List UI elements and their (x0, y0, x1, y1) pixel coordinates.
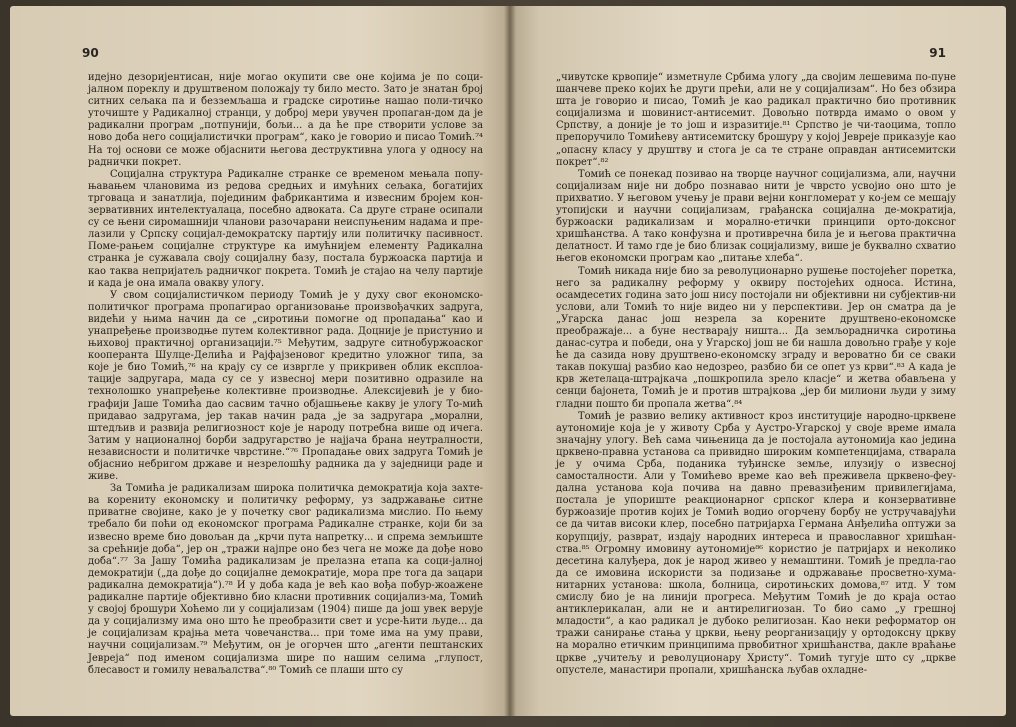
paragraph: Томић се понекад позивао на творце научног социјализма, али, научни социјализам није ни добро познавао нити је чврсто усвојио оно што је прихватио. У његовом учењу је прави вејни конгломерат у ко-јем се мешају утопијски и научни социјализам, грађанска социјална де-мократија, буржоаски радикализам и морално-етички принципи орто-доксног хришћанства. А тако конфузна и противречна била је и његова практична делатност. И тамо где је био близак социјализму, више је буквално схватио његов економски програм као „питање хлеба“. (556, 168, 956, 265)
page-number: 91 (929, 46, 946, 60)
page-text (88, 72, 483, 677)
paragraph: идејно дезоријентисан, није могао окупити све оне којима је по соци-јалном пореклу и друштвеном положају ту било место. Зато је знатан број ситних сељака па и безземљаша и градске сиротиње нашао поли-тичко уточиште у Радикалној странци, у доброј мери увучен пропаган-дом да је радикални програм „потпунији, бољи... а да ће пре створити услове за ново доба него социјалистички програм“, како је говорио и писао Томић.⁷⁴ На тој основи се може објаснити његова деструктивна улога у односу на раднички покрет. (88, 72, 483, 168)
book-gutter (504, 6, 516, 716)
paragraph: Социјална структура Радикалне странке се временом мењала попу-њавањем члановима из редова средњих и имућних сељака, богатијих трговаца и занатлија, појединим фабрикантима и извесним бројем кон-зервативних интелектуалаца, посебно адвоката. Са друге стране осипали су се њени сиромашнији чланови разочарани неиспуњеним надама и пре-лазили у Српску социјал-демократску партију или политичку пасивност. Поме-рањем социјалне структуре ка имућнијем елементу Радикална странка је сужавала своју социјалну базу, постала буржоаска партија и као таква непријатељ радничког покрета. Томић је стајао на челу партије и када је она имала овакву улогу. (88, 168, 483, 289)
paragraph: Томић никада није био за револуционарно рушење постојећег поретка, него за радикалну реформу у оквиру постојећих односа. Истина, осамдесетих година зато још нису постојали ни објективни ни субјектив-ни услови, али Томић то није видео ни у перспективи. Јер он сматра да је „Угарска данас још незрела за корените друштвено-економске преображаје... а буне нестварају ништа... Да земљорадничка сиротиња данас-сутра и победи, она у Угарској још не би нашла довољно грађе у које ће да сазида нову друштвено-економску зграду и вероватно би се сваки такав покушај разбио као недозрео, разбио би се опет уз крви“.⁸³ А када је крв жетелаца-штрајкача „пошкропила зрело класје“ и жетва обављена у сенци бајонета, Томић је и против штрајкова „јер би милиони људи у зиму гладни пошто би пропала жетва“.⁸⁴ (556, 265, 956, 410)
right-page (510, 6, 1006, 716)
paragraph: Томић је развио велику активност кроз институције народно-црквене аутономије која је у животу Срба у Аустро-Угарској у своје време имала значајну улогу. Већ сама чињеница да је постојала аутономија као једина црквено-правна установа са привидно широким компетенцијама, стварала је у очима Срба, поданика туђинске земље, илузију о извесној самосталности. Али у Томићево време као већ преживела црквено-феу-дална установа која почива на давно превазиђеним привилегијама, постала је упориште реакционарног српског клера и конзервативне буржоазије против којих је Томић водио огорчену борбу не устручавајући се да читав високи клер, посебно патријарха Германа Анђелића оптужи за корупцију, разврат, издају народних интереса и православног хришћан-ства.⁸⁵ Огромну имовину аутономије⁸⁶ користио је патријарх и неколико десетина калуђера, док је народ живео у немаштини. Томић је предла-гао да се имовина искористи за подизање и одржавање просветно-хума-нитарних установа: школа, болница, сиротињских домова,⁸⁷ итд. У том смислу био је на линији прогреса. Међутим Томић је до краја остао антиклерикалан, али не и антирелигиозан. То био само „у грешној младости“, а као радикал је дубоко религиозан. Као неки реформатор он тражи санирање стања у цркви, њену реорганизацију у ортодоксну цркву на морално етичким принципима првобитног хришћанства, дакле враћање цркве „учитељу и револуционару Христу“. Томић тугује што су „цркве опустеле, манастири пропали, хришћанска љубав охладне- (556, 410, 956, 676)
paragraph: За Томића је радикализам широка политичка демократија која захте-ва корениту економску и политичку реформу, уз задржавање ситне приватне својине, како је у почетку свог радикализма мислио. По њему требало би поћи од економског програма Радикалне странке, који би за извесно време био довољан да „крчи пута напретку... и спрема земљиште за срећније доба“, јер он „тражи најпре оно без чега не може да дође ново доба“.⁷⁷ За Јашу Томића радикализам је прелазна етапа ка соци-јалној демократији („да дође до социјалне демократије, мора пре тога да зацари радикална демократија“).⁷⁸ И у доба када је већ као вођа побур-жоажене радикалне партије објективно био класни противник социјализ-ма, Томић у својој брошури Хоћемо ли у социјализам (1904) пише да још увек верује да у социјализму има оно што ће преобразити свет и усре-ћити људе... да је социјализам крајња мета човечанства... при томе има на уму прави, научни социјализам.⁷⁹ Међутим, он је огорчен што „агенти пештанских Јевреја“ под именом социјализма шире по нашим селима „глупост, блесавост и гомилу неваљалства“.⁸⁰ Томић се плаши што су (88, 483, 483, 676)
page-number: 90 (82, 46, 99, 60)
page-text (556, 72, 956, 677)
left-page (10, 6, 510, 716)
paragraph: „чивутске крвопије“ изметнуле Србима улогу „да својим лешевима по-пуне шанчеве преко којих ће други прећи, али не у социјализам“. Но без обзира шта је говорио и писао, Томић је као радикал практично био противник социјализма и шовинист-антисемит. Довољно потврда имамо о овом у Српству, а доније је то још и изразитије.⁸¹ Српство је чи-таоцима, топло препоручило Томићеву антисемитску брошуру у којој Јевреје приказује као „опасну класу у друштву и стога је са те стране оправдан антисемитски покрет“.⁸² (556, 72, 956, 168)
paragraph: У свом социјалистичком периоду Томић је у духу свог економско-политичког програма пропагирао организовање произвођачких задруга, видећи у њима начин да се „сиротињи помогне од пропадања“ као и унапређење производње путем колективног рада. Доцније је пристунио и њиховој практичној организацији.⁷⁵ Међутим, задруге ситнобуржоаског кооперанта Шулце-Делића и Рајфајзеновог кредитно уложног типа, за које је био Томић,⁷⁶ на крају су се изврглe у прикривен облик експлоа-тације задругара, мада су се у извесној мери позитивно одразиле на технолошко унапређење колективне производње. Алексијевић је у био-графији Јаше Томића дао сасвим тачно објашњење какву је улогу То-мић придавао задругама, јер такав начин рада „је за задругара „морални, штедљив и развија религиозност које је народу потребна више од ичега. Затим у националној борби задругарство је најјача брана неутралности, независности и политичке чврстине.“⁷⁶ Пропадање ових задруга Томић је објаснио небригом државе и незрелошћу радника да у заједници раде и живе. (88, 289, 483, 483)
